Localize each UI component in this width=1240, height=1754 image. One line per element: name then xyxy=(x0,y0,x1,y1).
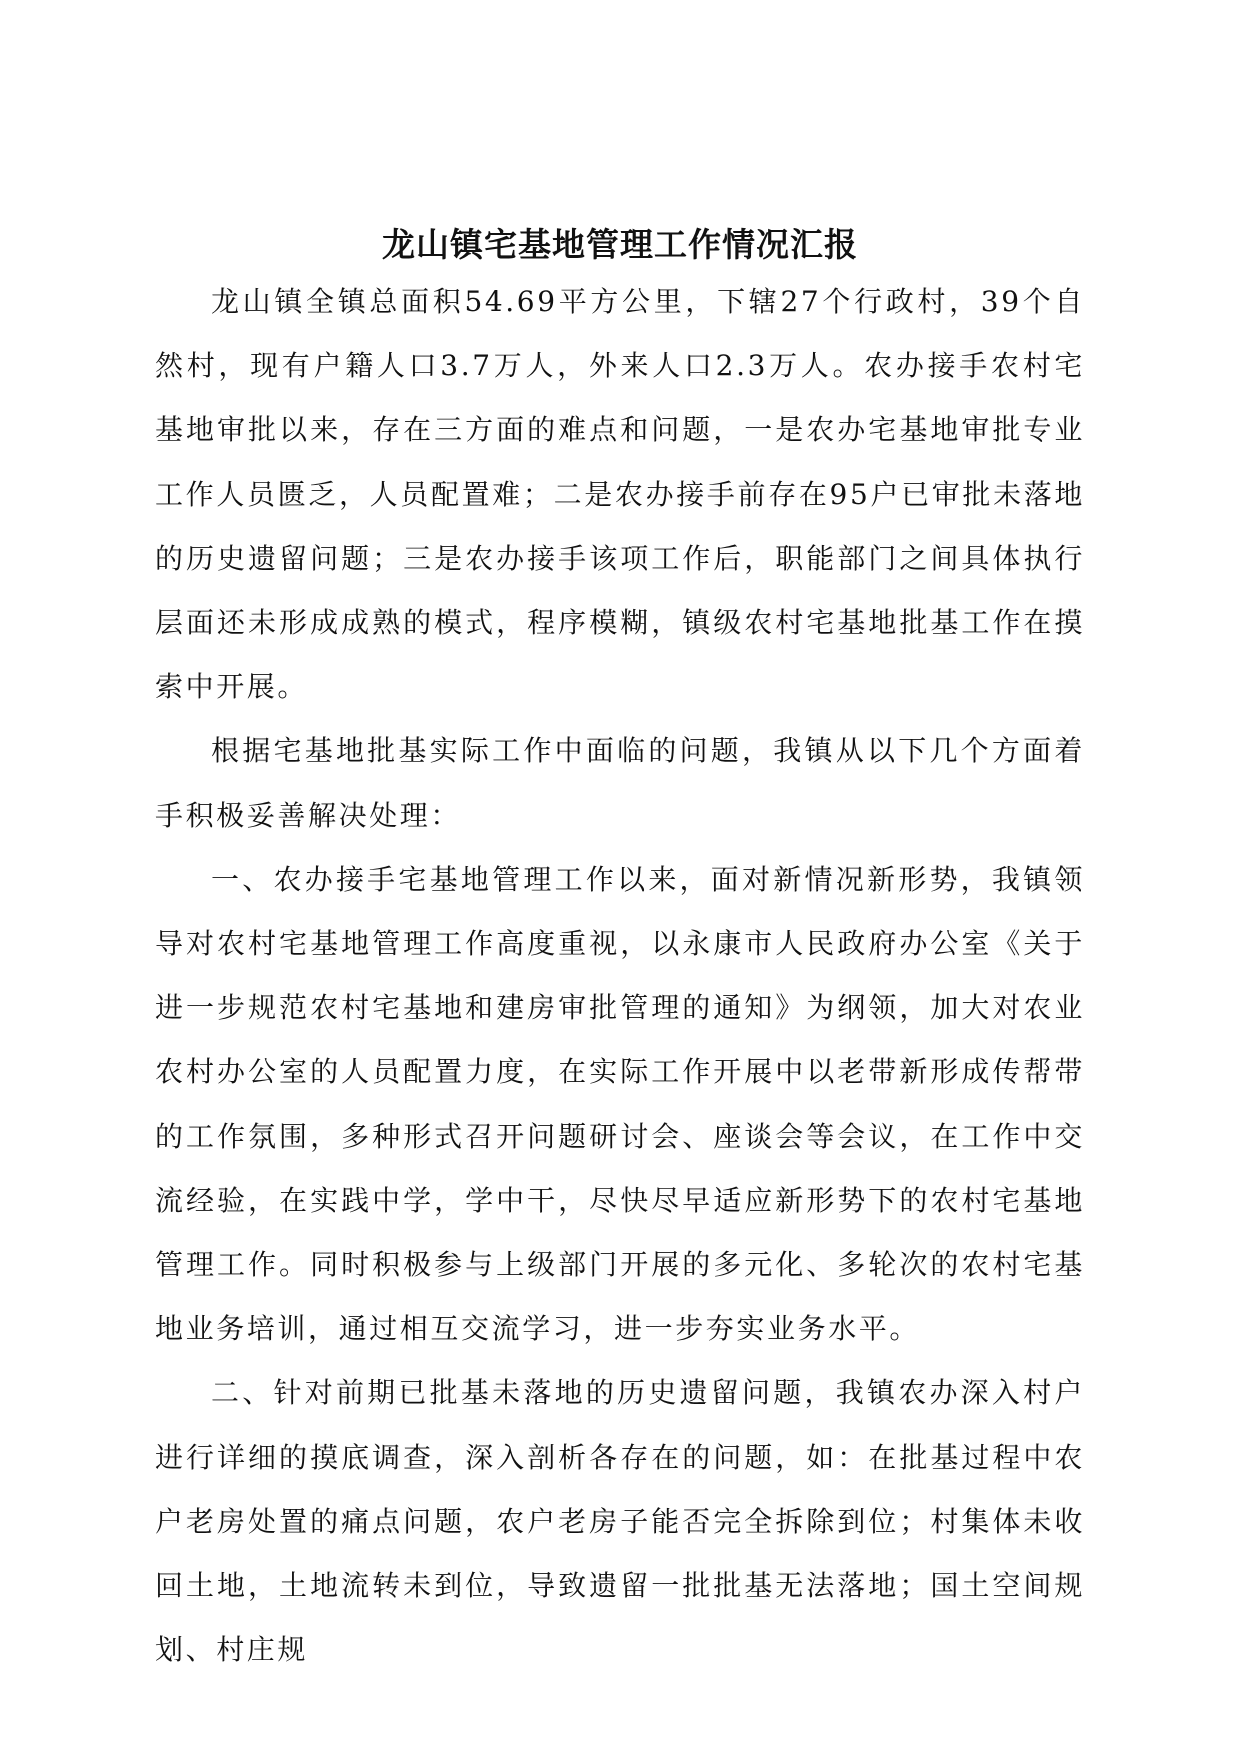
paragraph-point-two: 二、针对前期已批基未落地的历史遗留问题，我镇农办深入村户进行详细的摸底调查，深入剖析各存在的问题，如：在批基过程中农户老房处置的痛点问题，农户老房子能否完全拆除到位；村集体未收回土地，土地流转未到位，导致遗留一批批基无法落地；国土空间规划、村庄规 xyxy=(155,1376,1085,1667)
paragraph-approach: 根据宅基地批基实际工作中面临的问题，我镇从以下几个方面着手积极妥善解决处理： xyxy=(155,734,1085,832)
paragraph-point-one: 一、农办接手宅基地管理工作以来，面对新情况新形势，我镇领导对农村宅基地管理工作高度重视，以永康市人民政府办公室《关于进一步规范农村宅基地和建房审批管理的通知》为纲领，加大对农业农村办公室的人员配置力度，在实际工作开展中以老带新形成传帮带的工作氛围，多种形式召开问题研讨会、座谈会等会议，在工作中交流经验，在实践中学，学中干，尽快尽早适应新形势下的农村宅基地管理工作。同时积极参与上级部门开展的多元化、多轮次的农村宅基地业务培训，通过相互交流学习，进一步夯实业务水平。 xyxy=(155,862,1085,1346)
document-title: 龙山镇宅基地管理工作情况汇报 xyxy=(382,225,858,264)
paragraph-overview: 龙山镇全镇总面积54.69平方公里，下辖27个行政村，39个自然村，现有户籍人口3.7万人，外来人口2.3万人。农办接手农村宅基地审批以来，存在三方面的难点和问题，一是农办宅基地审批专业工作人员匮乏，人员配置难；二是农办接手前存在95户已审批未落地的历史遗留问题；三是农办接手该项工作后，职能部门之间具体执行层面还未形成成熟的模式，程序模糊，镇级农村宅基地批基工作在摸索中开展。 xyxy=(155,285,1085,704)
document-body xyxy=(155,270,1085,1682)
